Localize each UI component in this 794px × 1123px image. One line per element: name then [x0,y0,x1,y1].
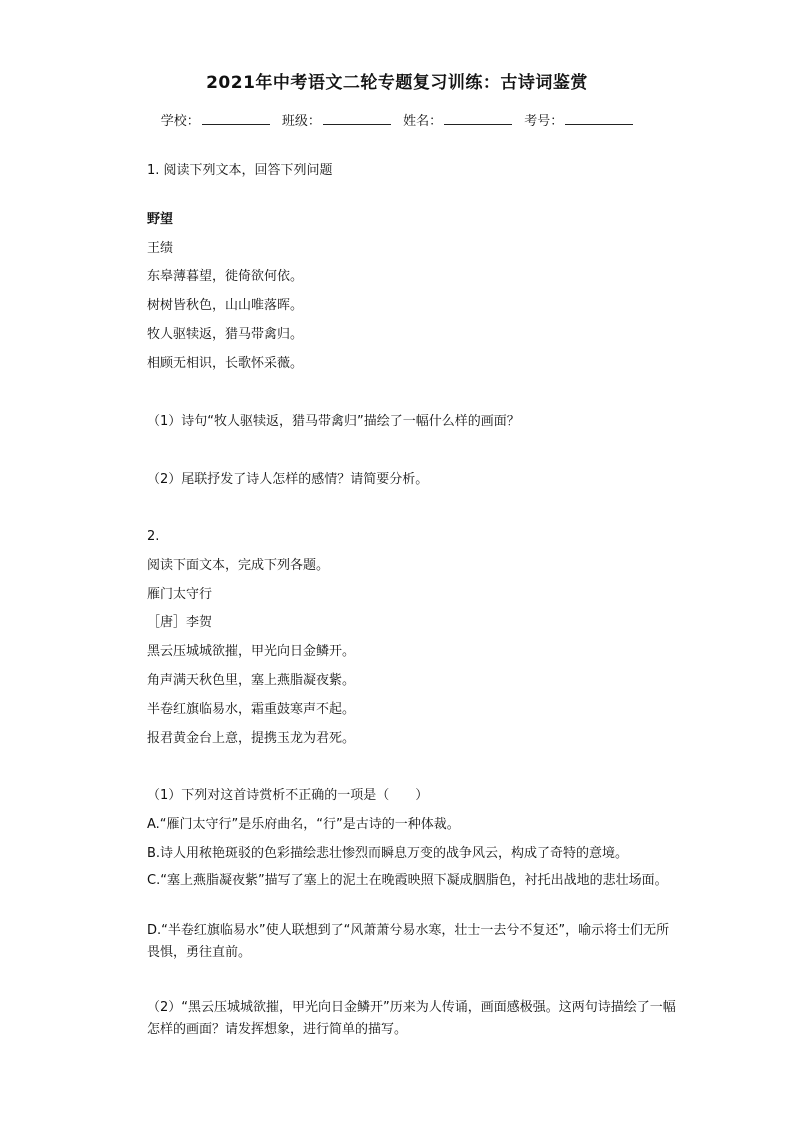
q2-poem-title: 雁门太守行 [147,587,213,602]
q1-poem-line: 相顾无相识，长歌怀采薇。 [147,356,304,371]
q2-number: 2. [147,529,160,544]
q2-poem-line: 黑云压城城欲摧，甲光向日金鳞开。 [147,644,356,659]
q2-poem-line: 角声满天秋色里，塞上燕脂凝夜紫。 [147,673,356,688]
exam-number-field[interactable]: 考号： [524,110,633,129]
q2-option-b: B.诗人用秾艳斑驳的色彩描绘悲壮惨烈而瞬息万变的战争风云，构成了奇特的意境。 [147,846,629,861]
q1-author: 王绩 [147,241,174,256]
school-blank[interactable] [202,112,270,125]
q1-intro: 1. 阅读下列文本，回答下列问题 [147,163,333,178]
student-info-row [0,110,794,129]
q1-sub-question-2: （2）尾联抒发了诗人怎样的感情？请简要分析。 [147,472,429,487]
q2-sub-question-2: （2）“黑云压城城欲摧，甲光向日金鳞开”历来为人传诵，画面感极强。这两句诗描绘了一幅怎样的画面？请发挥想象，进行简单的描写。 [147,1000,676,1037]
q1-poem-line: 东皋薄暮望，徙倚欲何依。 [147,269,304,284]
name-field[interactable]: 姓名： [403,110,512,129]
q2-poem-line: 报君黄金台上意，提携玉龙为君死。 [147,731,356,746]
q2-option-a: A.“雁门太守行”是乐府曲名，“行”是古诗的一种体裁。 [147,817,460,832]
school-field[interactable]: 学校： [161,110,270,129]
q2-option-c: C.“塞上燕脂凝夜紫”描写了塞上的泥土在晚霞映照下凝成胭脂色，衬托出战地的悲壮场面。 [147,873,668,888]
q2-poem-line: 半卷红旗临易水，霜重鼓寒声不起。 [147,702,356,717]
q1-poem-line: 牧人驱犊返，猎马带禽归。 [147,327,304,342]
q2-sub-question-1: （1）下列对这首诗赏析不正确的一项是（ ） [147,788,429,803]
class-blank[interactable] [323,112,391,125]
q2-author: ［唐］李贺 [147,615,213,630]
class-field[interactable]: 班级： [282,110,391,129]
q2-option-d: D.“半卷红旗临易水”使人联想到了“风萧萧兮易水寒，壮士一去兮不复还”，喻示将士们无所畏惧，勇往直前。 [147,923,670,960]
page-title: 2021年中考语文二轮专题复习训练：古诗词鉴赏 [206,73,588,93]
name-blank[interactable] [444,112,512,125]
exam-number-blank[interactable] [565,112,633,125]
q2-intro: 阅读下面文本，完成下列各题。 [147,558,330,573]
q1-poem-line: 树树皆秋色，山山唯落晖。 [147,298,304,313]
q1-poem-title: 野望 [147,212,174,227]
q1-sub-question-1: （1）诗句“牧人驱犊返，猎马带禽归”描绘了一幅什么样的画面？ [147,414,520,429]
